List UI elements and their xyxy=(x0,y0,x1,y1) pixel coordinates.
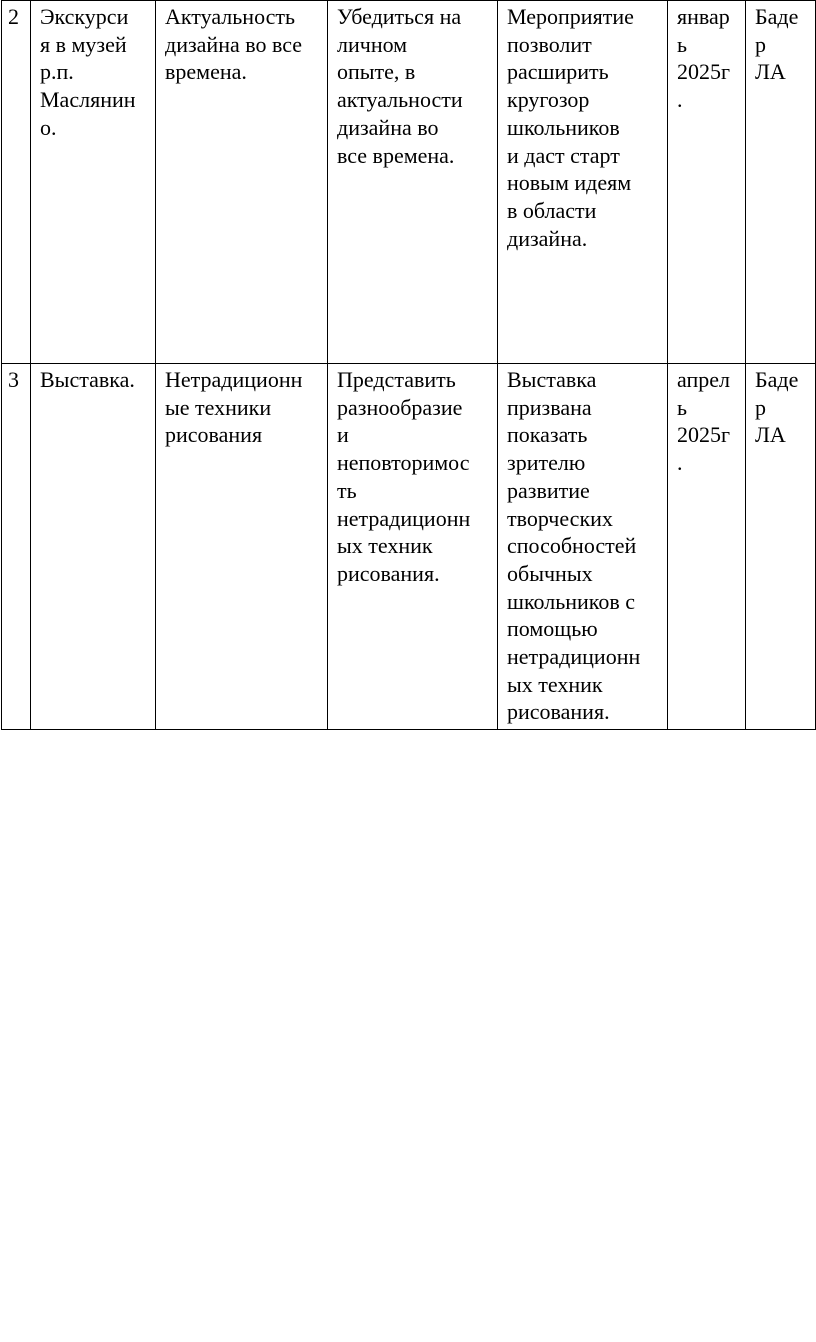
goal-cell: Представить разнообразие и неповторимос ть нетрадиционн ых техник рисования. xyxy=(328,364,498,730)
table-row xyxy=(2,1,816,364)
topic-cell: Нетрадиционн ые техники рисования xyxy=(156,364,328,730)
date-cell: апрел ь 2025г . xyxy=(668,364,746,730)
result-cell: Выставка призвана показать зрителю развитие творческих способностей обычных школьников с помощью нетрадиционн ых техник рисования. xyxy=(498,364,668,730)
event-cell: Экскурси я в музей р.п. Маслянин о. xyxy=(31,1,156,364)
date-cell: январ ь 2025г . xyxy=(668,1,746,364)
events-plan-table xyxy=(1,0,816,730)
row-number-cell: 2 xyxy=(2,1,31,364)
row-number-cell: 3 xyxy=(2,364,31,730)
responsible-cell: Баде р ЛА xyxy=(746,1,816,364)
goal-cell: Убедиться на личном опыте, в актуальности дизайна во все времена. xyxy=(328,1,498,364)
table-row xyxy=(2,364,816,730)
result-cell: Мероприятие позволит расширить кругозор школьников и даст старт новым идеям в области дизайна. xyxy=(498,1,668,364)
event-cell: Выставка. xyxy=(31,364,156,730)
topic-cell: Актуальность дизайна во все времена. xyxy=(156,1,328,364)
responsible-cell: Баде р ЛА xyxy=(746,364,816,730)
